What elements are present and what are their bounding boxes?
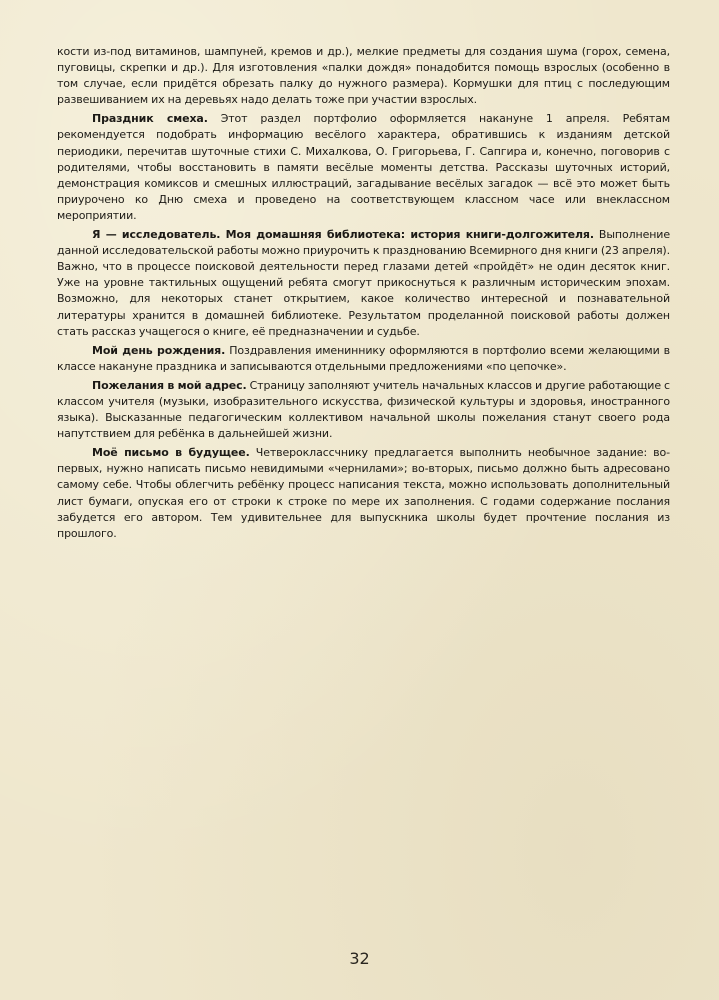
paragraph-heading: Я — исследователь. Моя домашняя библиотека: история книги-долгожителя. — [92, 228, 594, 242]
paragraph-heading: Мой день рождения. — [92, 343, 226, 357]
paragraph-letter-to-future — [57, 445, 670, 542]
document-body — [57, 44, 670, 542]
paragraph-home-library — [57, 227, 670, 340]
paragraph-text: Выполнение данной исследовательской работы можно приурочить к празднованию Всемирного дня книги (23 апреля). Важно, что в процессе поисковой деятельности перед глазами детей «пройдёт» не один десяток книг. Уже на уровне тактильных ощущений ребята смогут прикоснуться к различным историческим эпохам. Возможно, для некоторых станет открытием, какое количество интересной и познавательной литературы хранится в домашней библиотеке. Результатом проделанной поисковой работы должен стать рассказ учащегося о книге, её предназначении и судьбе. — [57, 228, 670, 338]
paragraph-text: кости из-под витаминов, шампуней, кремов и др.), мелкие предметы для создания шума (горох, семена, пуговицы, скрепки и др.). Для изготовления «палки дождя» понадобится помощь взрослых (особенно в том случае, если придётся обрезать палку до нужного размера). Кормушки для птиц с последующим развешиванием их на деревьях надо делать тоже при участии взрослых. — [57, 45, 670, 107]
paragraph-text: Страницу заполняют учитель начальных классов и другие работающие с классом учителя (музыки, изобразительного искусства, физической культуры и здоровья, иностранного языка). Высказанные педагогическим коллективом начальной школы пожелания станут своего рода напутствием для ребёнка в дальнейшей жизни. — [57, 378, 670, 441]
paragraph-heading: Моё письмо в будущее. — [92, 446, 250, 460]
paragraph-birthday — [57, 343, 670, 375]
paragraph-text: Четвероклассчнику предлагается выполнить необычное задание: во-первых, нужно написать письмо невидимыми «чернилами»; во-вторых, письмо должно быть адресовано самому себе. Чтобы облегчить ребёнку процесс написания текста, можно использовать дополнительный лист бумаги, опуская его от строки к строке по мере их заполнения. С годами содержание послания забудется его автором. Тем удивительнее для выпускника школы будет прочтение послания из прошлого. — [57, 446, 670, 540]
paragraph-text: Этот раздел портфолио оформляется накануне 1 апреля. Ребятам рекомендуется подобрать информацию весёлого характера, обратившись к изданиям детской периодики, перечитав шуточные стихи С. Михалкова, О. Григорьева, Г. Сапгира и, конечно, поговорив с родителями, чтобы восстановить в памяти весёлые моменты детства. Рассказы шуточных историй, демонстрация комиксов и смешных иллюстраций, загадывание весёлых загадок — всё это может быть приурочено ко Дню смеха и проведено на соответствующем классном часе или внеклассном мероприятии. — [57, 112, 671, 222]
paragraph-text: Поздравления имениннику оформляются в портфолио всеми желающими в классе накануне праздника и записываются отдельными предложениями «по цепочке». — [57, 343, 670, 373]
paragraph-heading: Праздник смеха. — [92, 112, 208, 126]
page-number: 32 — [349, 949, 370, 968]
paragraph-laughter-holiday — [57, 111, 670, 224]
paragraph-wishes — [57, 378, 670, 442]
paragraph-heading: Пожелания в мой адрес. — [92, 378, 247, 392]
paragraph-continuation — [57, 44, 670, 108]
